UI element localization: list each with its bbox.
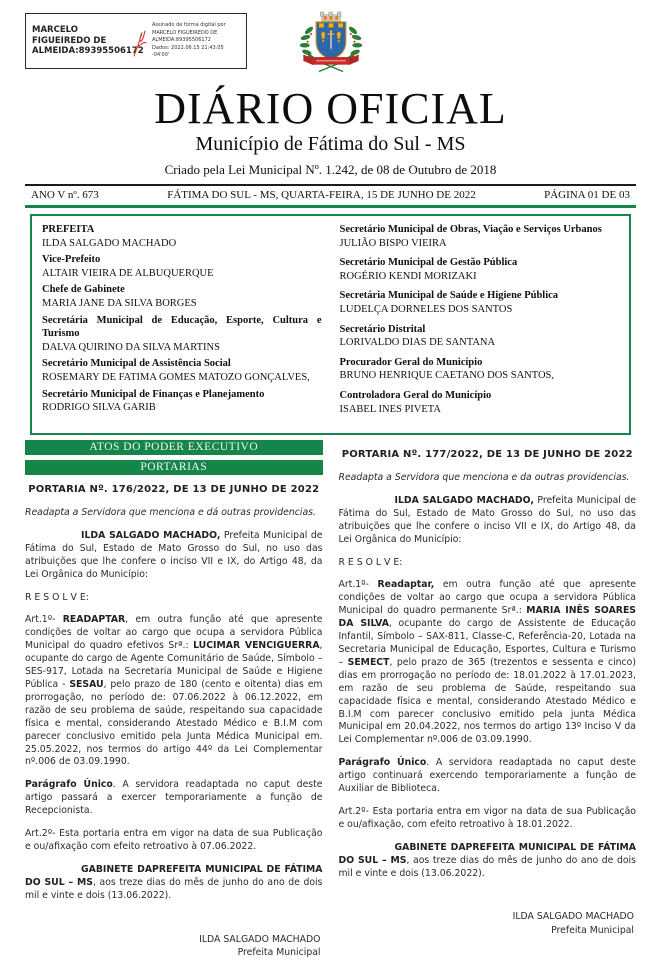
portaria-176-title: PORTARIA Nº. 176/2022, DE 13 DE JUNHO DE 2022 [28, 484, 320, 495]
portaria-176-signature [25, 933, 323, 960]
official-name: ROGÉRIO KENDI MORIZAKI [339, 270, 477, 282]
official-name: DALVA QUIRINO DA SILVA MARTINS [42, 341, 220, 353]
portaria-177-opening: ILDA SALGADO MACHADO, Prefeita Municipal de Fátima do Sul, Estado de Mato Grosso do Sul, no uso das atribuições que lhe confere o inciso VII e IX, do Artigo 48, da Lei Orgânica do Município: [338, 494, 636, 545]
official-entry [42, 283, 322, 310]
portaria-177-signature [339, 910, 637, 937]
portaria-177-gabinete: GABINETE DAPREFEITA MUNICIPAL DE FÁTIMA DO SUL – MS, aos treze dias do mês de junho do ano de dois mil e vinte e dois (13.06.2022). [338, 841, 636, 879]
officials-column-left [42, 223, 322, 426]
official-title: Vice-Prefeito [42, 254, 101, 266]
portaria-177-resolve: R E S O L V E: [338, 556, 403, 568]
portaria-176-resolve: R E S O L V E: [25, 591, 89, 603]
municipality-subtitle: Município de Fátima do Sul - MS [195, 133, 466, 156]
official-title: Secretário Municipal de Finanças e Planejamento [42, 388, 265, 400]
official-name: MARIA JANE DA SILVA BORGES [42, 297, 197, 309]
officials-column-right [340, 223, 620, 426]
portaria-176-paragrafo-unico: Parágrafo Único. A servidora readaptada no caput deste artigo passará a exercer temporariamente a função de Recepcionista. [25, 779, 323, 817]
signature-role: Prefeita Municipal [237, 947, 321, 959]
officials-box [30, 214, 631, 435]
portaria-177-title: PORTARIA Nº. 177/2022, DE 13 DE JUNHO DE 2022 [341, 449, 633, 460]
official-name: ILDA SALGADO MACHADO [42, 237, 177, 249]
signer-name: MARCELO FIGUEIREDO DE ALMEIDA:89395506172 [32, 25, 144, 57]
official-name: LUDELÇA DORNELES DOS SANTOS [339, 303, 513, 315]
servant-name: MARIA INÊS SOARES DA SILVA [338, 605, 636, 630]
place-and-date: FÁTIMA DO SUL - MS, QUARTA-FEIRA, 15 DE JUNHO DE 2022 [167, 189, 476, 201]
official-name: JULIÃO BISPO VIEIRA [339, 237, 447, 249]
official-entry [340, 323, 620, 350]
portaria-177-art1: Art.1º- Readaptar, em outra função até que apresente condições de voltar ao cargo que ocupa a servidora Pública Municipal do quadro permanente Srª.: MARIA INÊS SOARES DA SILVA, ocupante do cargo de Assistente de Educação Infantil, Símbolo – SAX-811, Classe-C, Referência-20, Lotada na Secretaria Municipal de Educação, Esportes, Cultura e Turismo – SEMECT, pelo prazo de 365 (trezentos e sessenta e cinco) dias em prorrogação no período de: 18.01.2022 à 17.01.2023, em razão de seu problema de Saúde, respeitando sua capacidade física e mental, considerando Atestado Médico e B.I.M com parecer conclusivo emitido pela junta Médica Municipal em 20.04.2022, nos termos do artigo 13º Inciso V da Lei Complementar nº.006 de 03.09.1990. [338, 579, 636, 746]
official-title: Secretária Municipal de Saúde e Higiene Pública [339, 290, 559, 302]
official-title: Chefe de Gabinete [42, 284, 125, 296]
official-title: PREFEITA [42, 224, 95, 235]
portaria-177-paragrafo-unico: Parágrafo Único. A servidora readaptada no caput deste artigo continuará exercendo temporariamente a função de Auxiliar de Biblioteca. [338, 757, 636, 795]
signature-details [152, 22, 240, 60]
signature-name: ILDA SALGADO MACHADO [199, 933, 321, 945]
signature-flourish-icon [132, 23, 148, 59]
official-name: ROSEMARY DE FATIMA GOMES MATOZO GONÇALVES, [42, 371, 310, 383]
dateline-bar [25, 184, 636, 208]
servant-name: LUCIMAR VENCIGUERRA [193, 640, 320, 652]
official-entry [340, 356, 620, 383]
official-entry [42, 388, 322, 415]
signature-detail-line: MARCELO FIGUEIREDO DE [152, 29, 218, 36]
official-title: Secretário Municipal de Assistência Social [42, 358, 231, 370]
official-name: BRUNO HENRIQUE CAETANO DOS SANTOS, [339, 370, 555, 382]
official-entry [340, 289, 620, 316]
official-title: Secretário Municipal de Gestão Pública [339, 257, 518, 269]
edition-number: ANO V nº. 673 [31, 189, 99, 201]
mayor-name: ILDA SALGADO MACHADO, [394, 494, 534, 506]
official-entry [340, 256, 620, 283]
portaria-176-gabinete: GABINETE DAPREFEITA MUNICIPAL DE FÁTIMA DO SUL – MS, aos treze dias do mês de junho do ano de dois mil e vinte e dois (13.06.2022). [25, 863, 323, 901]
coat-of-arms-image [292, 8, 370, 84]
creation-law-tagline: Criado pela Lei Municipal Nº. 1.242, de 08 de Outubro de 2018 [164, 162, 497, 178]
signature-role: Prefeita Municipal [551, 924, 634, 936]
signature-name: ILDA SALGADO MACHADO [512, 911, 634, 923]
masthead [0, 86, 661, 178]
official-title: Controladora Geral do Município [339, 389, 492, 401]
signature-detail-line: ALMEIDA:89395506172 [152, 37, 211, 44]
official-entry [42, 223, 322, 250]
gazette-title: DIÁRIO OFICIAL [154, 84, 507, 133]
official-name: ISABEL INES PIVETA [339, 403, 441, 415]
signature-detail-line: Assinado de forma digital por [152, 22, 226, 29]
shield [316, 22, 346, 60]
official-entry [340, 223, 620, 250]
subsection-banner: PORTARIAS [25, 460, 323, 475]
official-entry [42, 314, 322, 355]
column-left [25, 440, 323, 960]
official-title: Procurador Geral do Município [339, 356, 483, 368]
official-name: LORIVALDO DIAS DE SANTANA [339, 337, 496, 349]
official-title: Secretário Distrital [339, 323, 426, 335]
portaria-176-opening: ILDA SALGADO MACHADO, Prefeita Municipal de Fátima do Sul, Estado de Mato Grosso do Sul, no uso das atribuições que lhe confere o inciso VII e IX, do Artigo 48, da Lei Orgânica do Município: [25, 529, 323, 580]
portaria-177-art2: Art.2º- Esta portaria entra em vigor na data de sua Publicação e ou/afixação, com efeito retroativo à 18.01.2022. [338, 805, 636, 830]
official-entry [42, 253, 322, 280]
official-title: Secretário Municipal de Obras, Viação e Serviços Urbanos [339, 224, 602, 235]
page-number: PÁGINA 01 DE 03 [544, 189, 630, 201]
portaria-176-art2: Art.2º- Esta portaria entra em vigor na data de sua Publicação e ou/afixação com efeito retroativo à 07.06.2022. [25, 828, 323, 852]
official-entry [340, 389, 620, 416]
column-right [339, 440, 637, 960]
portaria-176-subject: Readapta a Servidora que menciona e dá outras providencias. [25, 507, 316, 518]
official-name: ALTAIR VIEIRA DE ALBUQUERQUE [42, 267, 214, 279]
official-name: RODRIGO SILVA GARIB [42, 402, 156, 414]
crown-icon [320, 12, 341, 21]
official-entry [42, 357, 322, 384]
portaria-176-art1: Art.1º- READAPTAR, em outra função até que apresente condições de voltar ao cargo que ocupa a servidora Pública Municipal do quadro efetivos Srª.: LUCIMAR VENCIGUERRA, ocupante do cargo de Agente Comunitário de Saúde, Símbolo – SES-917, Lotada na Secretaria Municipal de Saúde e Higiene Pública - SESAU, pelo prazo de 180 (cento e oitenta) dias em prorrogação, no período de: 07.06.2022 à 06.12.2022, em razão de seu problema de saúde, respeitando sua capacidade física e mental, considerando Atestado Médico e B.I.M com parecer conclusivo emitido pela Junta Médica Municipal em. 25.05.2022, nos termos do artigo 44º da Lei Complementar nº.006 de 03.09.1990. [25, 614, 323, 768]
mayor-name: ILDA SALGADO MACHADO, [81, 529, 221, 541]
content-columns [25, 440, 636, 960]
digital-signature-stamp [25, 13, 247, 69]
portaria-177-subject: Readapta a Servidora que menciona e da outras providencias. [338, 472, 630, 483]
official-title: Secretária Municipal de Educação, Esporte, Cultura e Turismo [42, 314, 322, 340]
section-banner: ATOS DO PODER EXECUTIVO [25, 440, 323, 455]
signature-detail-line: Dados: 2022.06.15 21:43:05 -04'00' [152, 44, 224, 59]
